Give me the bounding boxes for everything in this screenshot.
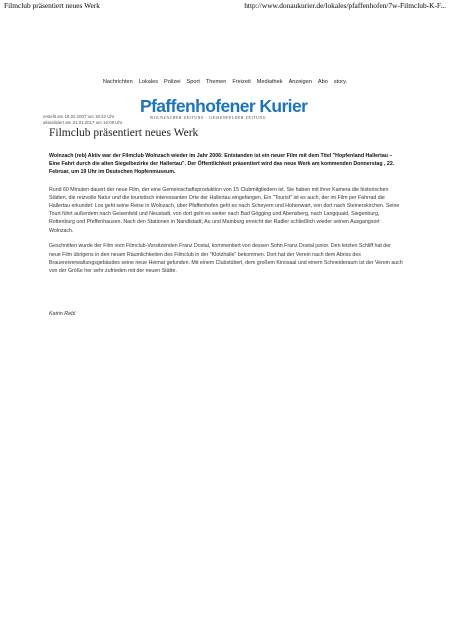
main-navigation [0,79,450,85]
print-header-url: http://www.donaukurier.de/lokales/pfaffenhofen/7w-Filmclub-K-F... [244,1,446,10]
updated-date: aktualisiert am 31.01.2017 um 16:09 Uhr [43,120,123,125]
nav-item-freizeit[interactable]: Freizeit [232,79,251,85]
print-header [4,1,446,11]
article-headline: Filmclub präsentiert neues Werk [49,127,199,139]
nav-item-polizei[interactable]: Polizei [164,79,181,85]
nav-item-abo[interactable]: Abo [317,79,328,85]
article-author: Katrin Rebl [49,311,76,317]
article-paragraph: Rund 60 Minuten dauert der neue Film, der eine Gemeinschaftsproduktion von 15 Clubmitgliedern ist. Sie haben mit ihrer Kamera die historischen Stätten, die reizvolle Natur und die touristisch interessanten Orte der Hallertau eingefangen. Ein "Tourist" ist es auch, der im Film per Fahrrad die Hallertau erkundet: Los geht seine Reise in Wolnzach, über Pfaffenhofen geht es nach Scheyern und Hohenwart, von dort nach Steinerskirchen. Seine Tourt führt außerdem nach Geisenfeld und Neustadt, von dort geht es weiter nach Bad Gögging und Abensberg, nach Langquaid, Siegenburg, Rottenburg und Pfeffenhausen. Nach den Stationen in Nandlstadt, Au und Mainburg erreicht der Radler schließlich wieder seinen Ausgangsort Wolnzach. [49,186,400,234]
article-lead: Wolnzach (reb) Aktiv war der Filmclub Wolnzach wieder im Jahr 2006: Entstanden ist ein neuer Film mit dem Titel "Hopfenland Hallertau – Eine Fahrt durch die alten Siegelbezirke der Hallertau". Der Öffentlichkeit präsentiert wird das neue Werk am kommenden Donnerstag , 22. Februar, um 19 Uhr im Deutschen Hopfenmuseum. [49,153,395,176]
nav-item-nachrichten[interactable]: Nachrichten [102,79,133,85]
nav-item-anzeigen[interactable]: Anzeigen [288,79,312,85]
nav-item-sport[interactable]: Sport [186,79,200,85]
article-body [49,152,403,283]
logo-subtitle: WOLNZACHER ZEITUNG · GEISENFELDER ZEITUNG [150,116,267,120]
nav-item-lokales[interactable]: Lokales [138,79,159,85]
nav-item-themen[interactable]: Themen [205,79,227,85]
print-header-title: Filmclub präsentiert neues Werk [4,1,100,10]
newspaper-logo[interactable] [140,97,312,121]
nav-item-mediathek[interactable]: Mediathek [256,79,283,85]
logo-name: Pfaffenhofener Kurier [140,96,308,116]
created-date: erstellt am 19.02.2007 um 18:42 Uhr [43,114,115,119]
nav-item-story[interactable]: story. [333,79,348,85]
article-meta [43,114,122,126]
article-paragraph: Geschnitten wurde der Film vom Filmclub-Vorsitzenden Franz Dostal, kommentiert von dessen Sohn Franz Dostal junior. Den letzten Schliff hat der neue Film übrigens in den neuen Räumlichkeiten des Filmclub in der "Klotzhalle" bekommen. Dort hat der Verein nach dem Abriss des Brauereiverwaltungsgebäudes seine neue Heimat gefunden. Mit einem Clubstüberl, dem großem Kinosaal und einem Schneideraum ist der Verein auch von der Größe her sehr zufrieden mit der neuen Stätte. [49,243,403,274]
